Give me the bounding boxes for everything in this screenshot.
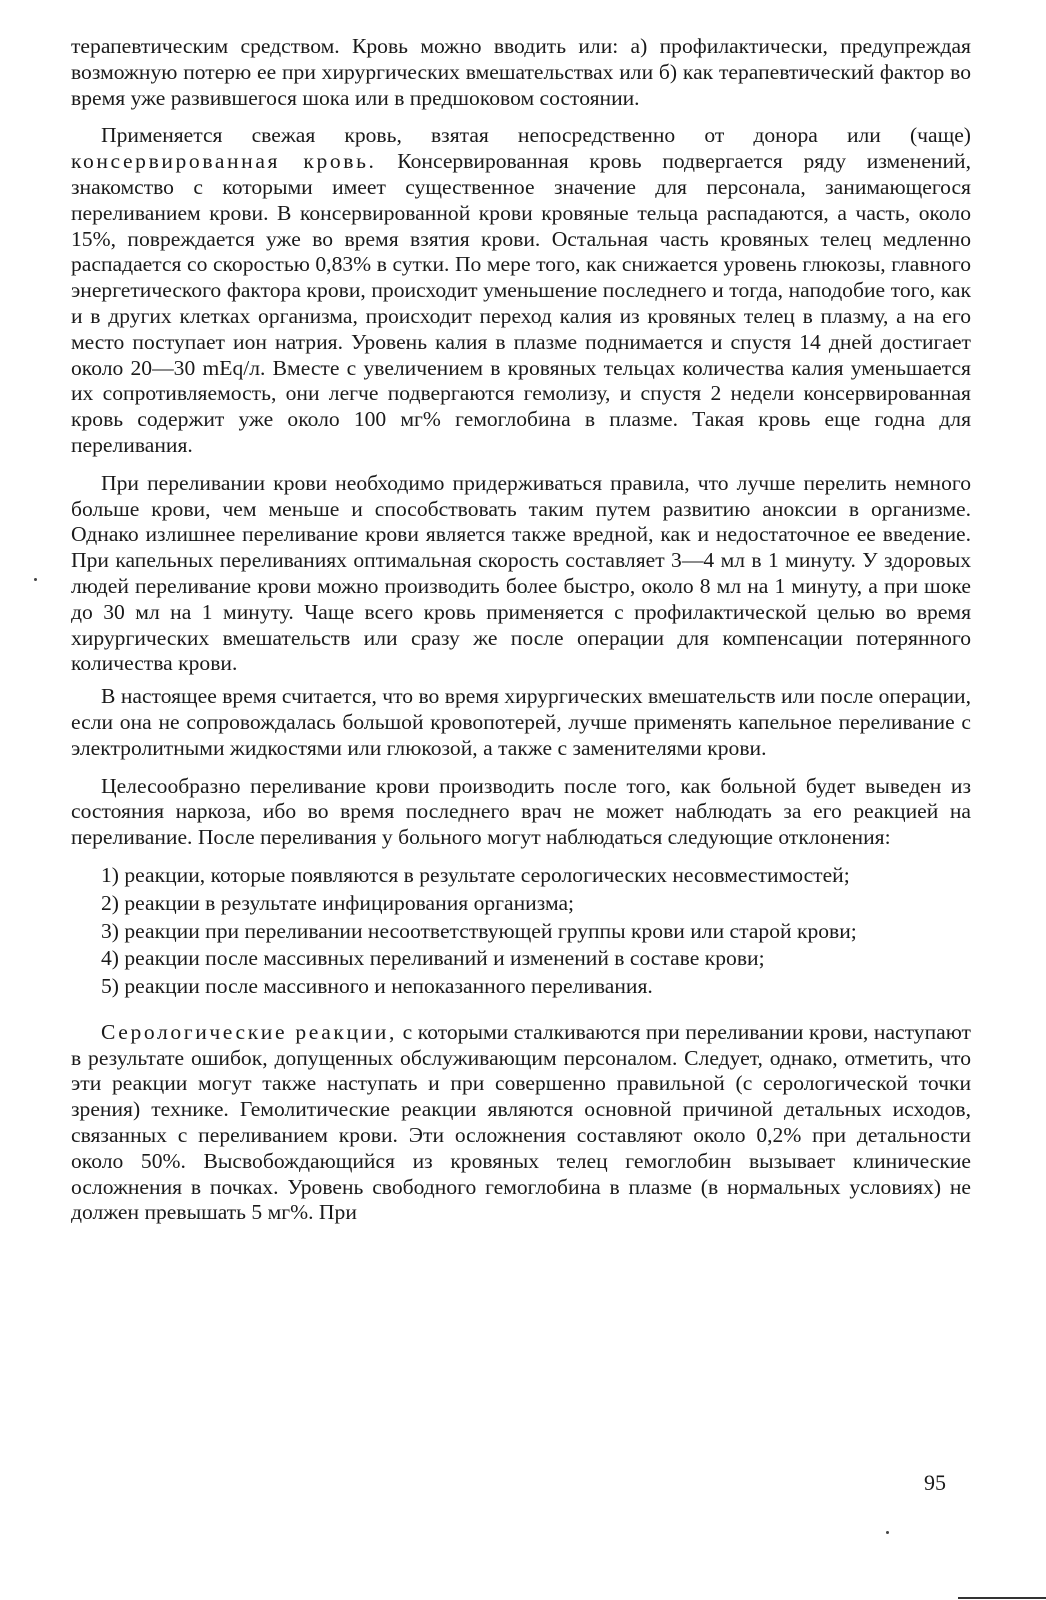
term-serological-reactions: Серологические реакции,: [101, 1019, 397, 1044]
paragraph-preserved-blood-lead: Применяется свежая кровь, взятая непосредственно от донора или (чаще): [101, 123, 971, 148]
paragraph-preserved-blood: [71, 123, 971, 458]
page-number: 95: [924, 1470, 946, 1495]
paragraph-preserved-blood-rest: Консервированная кровь подвергается ряду изменений, знакомство с которыми имеет существенное значение для персонала, занимающегося переливанием крови. В консервированной крови кровяные тельца распадаются, а часть, около 15%, повреждается уже во время взятия крови. Остальная часть кровяных телец медленно распадается со скоростью 0,83% в сутки. По мере того, как снижается уровень глюкозы, главного энергетического фактора крови, происходит уменьшение последнего и тогда, наподобие того, как и в других клетках организма, происходит переход калия из кровяных телец в плазму, а на его место поступает ион натрия. Уровень калия в плазме поднимается и спустя 14 дней достигает около 20—30 mEq/л. Вместе с увеличением в кровяных тельцах количества калия уменьшается их сопротивляемость, они легче подвергаются гемолизу, и спустя 2 недели консервированная кровь содержит уже около 100 мг% гемоглобина в плазме. Такая кровь еще годна для переливания.: [71, 149, 971, 457]
paragraph-serological-reactions: [71, 1020, 971, 1226]
list-item: 4) реакции после массивных переливаний и изменений в составе крови;: [101, 946, 765, 971]
scan-speck: [34, 578, 37, 581]
paragraph-serological-reactions-rest: с которыми сталкиваются при переливании крови, наступают в результате ошибок, допущенных обслуживающим персоналом. Следует, однако, отметить, что эти реакции могут также наступать и при совершенно правильной (с серологической точки зрения) технике. Гемолитические реакции являются основной причиной детальных исходов, связанных с переливанием крови. Эти осложнения составляют около 0,2% при детальности около 50%. Высвобождающийся из кровяных телец гемоглобин вызывает клинические осложнения в почках. Уровень свободного гемоглобина в плазме (в нормальных условиях) не должен превышать 5 мг%. При: [71, 1019, 971, 1225]
paragraph-after-anesthesia: Целесообразно переливание крови производить после того, как больной будет выведен из состояния наркоза, ибо во время последнего врач не может наблюдать за его реакцией на переливание. После переливания у больного могут наблюдаться следующие отклонения:: [71, 773, 971, 850]
paragraph-intro: терапевтическим средством. Кровь можно вводить или: а) профилактически, предупреждая возможную потерю ее при хирургических вмешательствах или б) как терапевтический фактор во время уже развившегося шока или в предшоковом состоянии.: [71, 34, 971, 110]
term-preserved-blood: консервированная кровь.: [71, 149, 377, 174]
paragraph-current-practice: В настоящее время считается, что во время хирургических вмешательств или после операции, если она не сопровождалась большой кровопотерей, лучше применять капельное переливание с электролитными жидкостями или глюкозой, а также с заменителями крови.: [71, 684, 971, 760]
scan-edge-rule: [958, 1597, 1046, 1599]
list-item: 1) реакции, которые появляются в результате серологических несовместимостей;: [101, 862, 850, 887]
list-item: 5) реакции после массивного и непоказанного переливания.: [101, 974, 653, 999]
list-item: 3) реакции при переливании несоответствующей группы крови или старой крови;: [101, 918, 857, 943]
reactions-list: [71, 863, 971, 1000]
paragraph-transfusion-rules: При переливании крови необходимо придерживаться правила, что лучше перелить немного больше крови, чем меньше и способствовать таким путем развитию аноксии в организме. Однако излишнее переливание крови является также вредной, как и недостаточное ее введение. При капельных переливаниях оптимальная скорость составляет 3—4 мл в 1 минуту. У здоровых людей переливание крови можно производить более быстро, около 8 мл на 1 минуту, а при шоке до 30 мл на 1 минуту. Чаще всего кровь применяется с профилактической целью во время хирургических вмешательств или сразу же после операции для компенсации потерянного количества крови.: [71, 470, 971, 676]
scan-speck: [886, 1531, 889, 1534]
page-body: [71, 34, 971, 1226]
list-item: 2) реакции в результате инфицирования организма;: [101, 890, 575, 915]
